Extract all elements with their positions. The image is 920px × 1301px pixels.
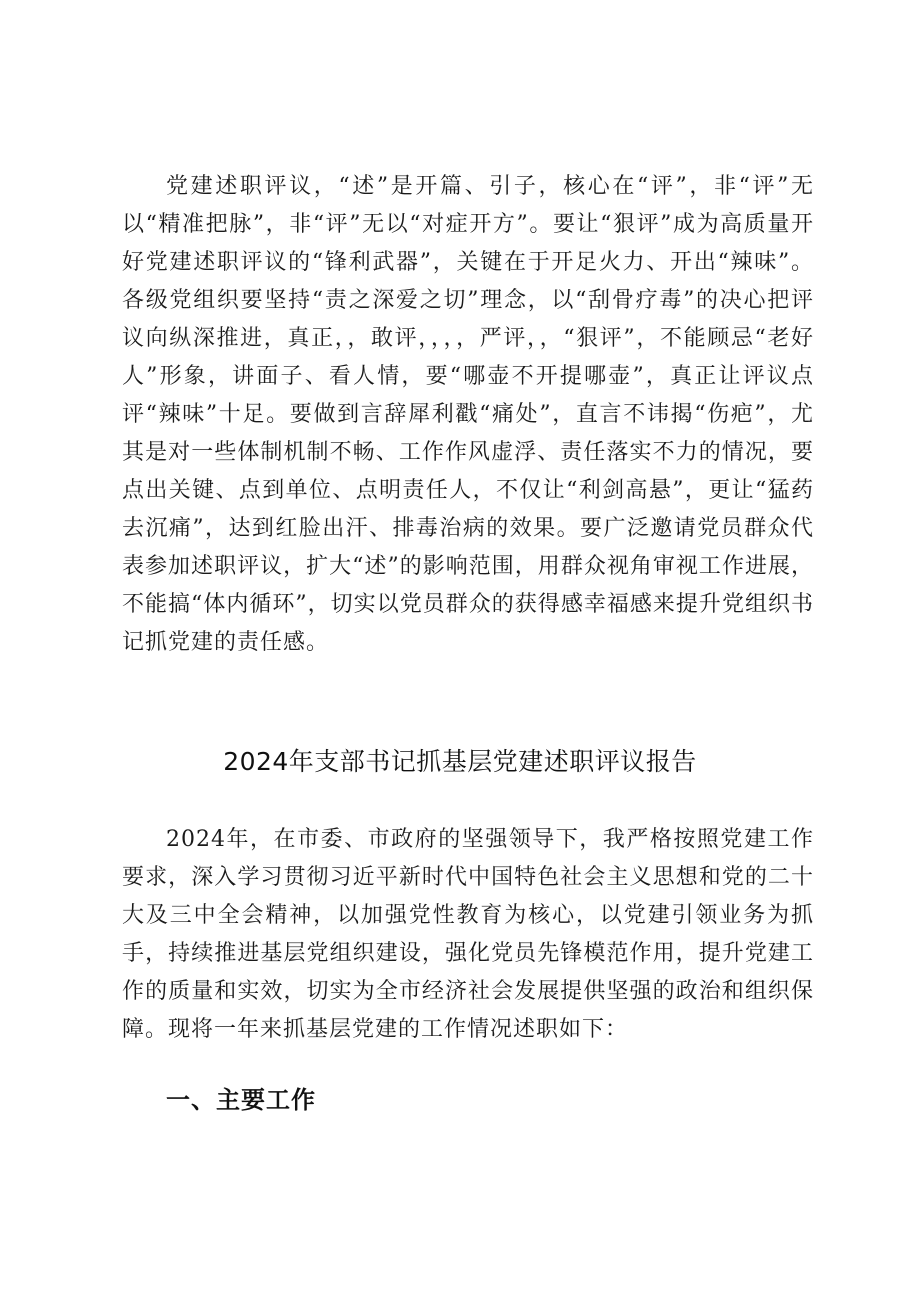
- intro-paragraph: 党建述职评议，“述”是开篇、引子，核心在“评”，非“评”无以“精准把脉”，非“评”无以“对症开方”。要让“狠评”成为高质量开好党建述职评议的“锋利武器”，关键在于开足火力、开出“辣味”。各级党组织要坚持“责之深爱之切”理念，以“刮骨疗毒”的决心把评议向纵深推进，真正，，敢评，，，，严评，，“狠评”，不能顾忌“老好人”形象，讲面子、看人情，要“哪壶不开提哪壶”，真正让评议点评“辣味”十足。要做到言辞犀利戳“痛处”，直言不讳揭“伤疤”，尤其是对一些体制机制不畅、工作作风虚浮、责任落实不力的情况，要点出关键、点到单位、点明责任人，不仅让“利剑高悬”，更让“猛药去沉痛”，达到红脸出汗、排毒治病的效果。要广泛邀请党员群众代表参加述职评议，扩大“述”的影响范围，用群众视角审视工作进展，不能搞“体内循环”，切实以党员群众的获得感幸福感来提升党组织书记抓党建的责任感。: [122, 174, 815, 655]
- report-opening-paragraph: 2024年，在市委、市政府的坚强领导下，我严格按照党建工作要求，深入学习贯彻习近平新时代中国特色社会主义思想和党的二十大及三中全会精神，以加强党性教育为核心，以党建引领业务为抓手，持续推进基层党组织建设，强化党员先锋模范作用，提升党建工作的质量和实效，切实为全市经济社会发展提供坚强的政治和组织保障。现将一年来抓基层党建的工作情况述职如下：: [122, 827, 814, 1042]
- section-heading: 一、主要工作: [166, 1086, 316, 1114]
- report-title: 2024年支部书记抓基层党建述职评议报告: [223, 747, 697, 776]
